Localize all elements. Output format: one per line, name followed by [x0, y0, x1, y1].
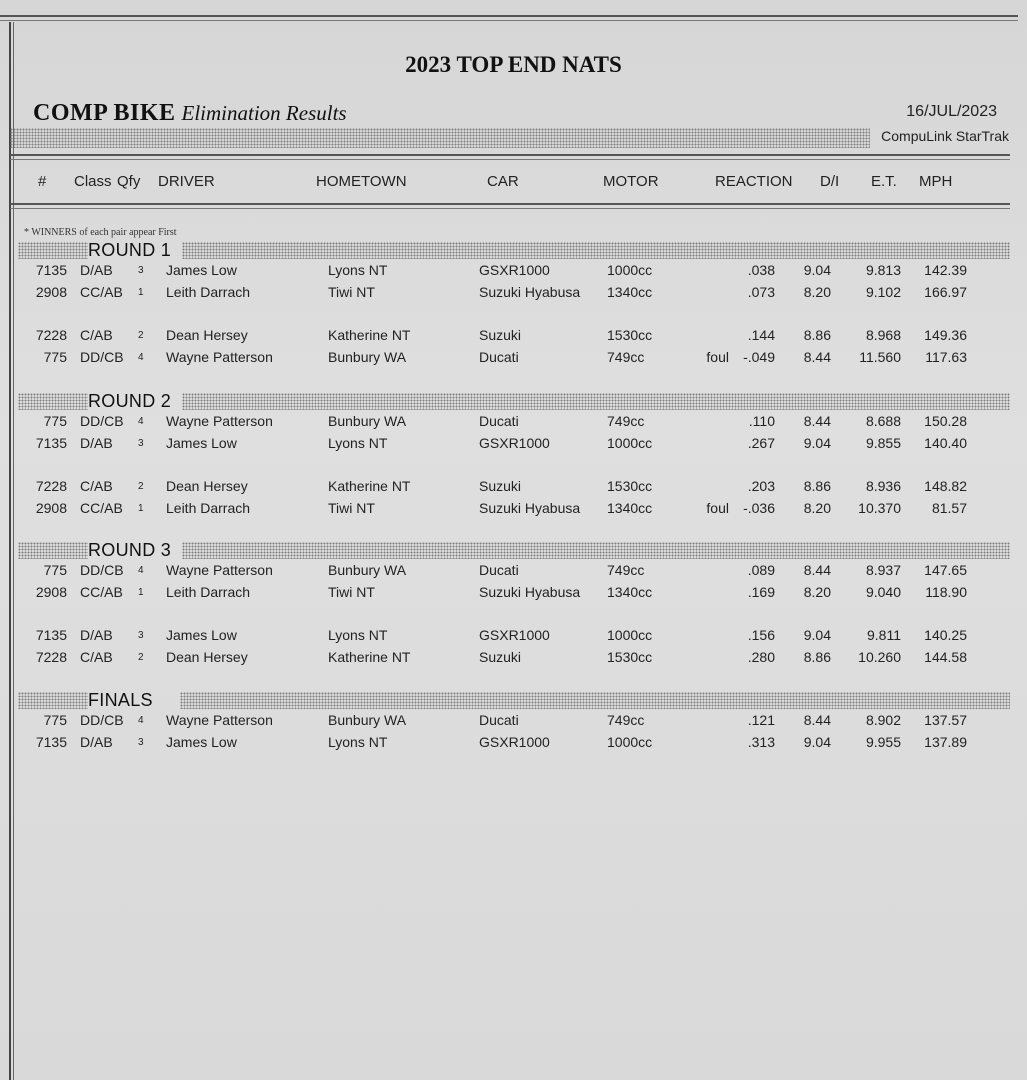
event-date: 16/JUL/2023 — [906, 103, 997, 120]
cell-driver: Wayne Patterson — [166, 712, 273, 728]
round-hatch-right — [182, 393, 1010, 410]
top-rule — [0, 15, 1018, 17]
result-row-winner — [0, 327, 1027, 347]
cell-motor: 749cc — [607, 562, 645, 578]
cell-reaction: .110 — [748, 413, 775, 429]
cell-motor: 1530cc — [607, 327, 653, 343]
cell-di: 8.20 — [803, 500, 831, 516]
cell-car: Ducati — [479, 562, 519, 578]
result-row-winner — [0, 562, 1027, 582]
top-rule-thin — [0, 20, 1018, 21]
cell-motor: 1000cc — [607, 734, 653, 750]
cell-car: Ducati — [479, 712, 519, 728]
cell-et: 8.937 — [865, 562, 901, 578]
cell-foul: foul — [706, 349, 729, 365]
cell-mph: 166.97 — [924, 284, 967, 300]
cell-et: 8.968 — [865, 327, 901, 343]
cell-qfy: 1 — [138, 287, 144, 298]
cell-car: GSXR1000 — [479, 734, 550, 750]
cell-et: 9.855 — [865, 435, 901, 451]
col-qfy: Qfy — [117, 173, 141, 190]
cell-driver: James Low — [166, 435, 237, 451]
cell-hometown: Tiwi NT — [328, 500, 375, 516]
cell-reaction: .267 — [747, 435, 775, 451]
cell-class: D/AB — [80, 627, 113, 643]
columns-rule — [10, 203, 1010, 205]
cell-motor: 1530cc — [607, 649, 653, 665]
round-hatch-left — [18, 393, 88, 410]
cell-class: DD/CB — [80, 349, 124, 365]
cell-hometown: Lyons NT — [328, 435, 388, 451]
timing-brand: CompuLink StarTrak — [881, 128, 1009, 144]
round-hatch-right — [182, 242, 1010, 259]
round-label: ROUND 2 — [88, 391, 172, 411]
cell-reaction: .280 — [747, 649, 775, 665]
meet-title: 2023 TOP END NATS — [405, 52, 622, 77]
cell-di: 8.20 — [803, 584, 831, 600]
event-class: COMP BIKE — [33, 100, 176, 126]
cell-hometown: Bunbury WA — [328, 712, 407, 728]
cell-reaction: .203 — [747, 478, 775, 494]
cell-qfy: 4 — [138, 715, 144, 726]
cell-class: DD/CB — [80, 413, 124, 429]
cell-num: 775 — [43, 712, 67, 728]
cell-reaction: .144 — [747, 327, 775, 343]
cell-class: C/AB — [80, 649, 113, 665]
result-row — [0, 284, 1027, 304]
cell-qfy: 3 — [138, 630, 144, 641]
cell-et: 10.370 — [858, 500, 901, 516]
cell-mph: 140.40 — [924, 435, 967, 451]
col-di: D/I — [820, 173, 840, 190]
cell-motor: 1340cc — [607, 284, 653, 300]
cell-mph: 118.90 — [925, 584, 967, 600]
cell-class: C/AB — [80, 478, 113, 494]
cell-di: 8.86 — [803, 478, 831, 494]
cell-driver: Leith Darrach — [166, 500, 251, 516]
cell-num: 7135 — [35, 627, 67, 643]
cell-car: Suzuki — [479, 478, 522, 494]
cell-di: 8.44 — [803, 349, 831, 365]
cell-car: Suzuki Hyabusa — [479, 584, 581, 600]
cell-mph: 137.57 — [924, 712, 967, 728]
cell-class: CC/AB — [80, 500, 123, 516]
cell-qfy: 2 — [138, 481, 144, 492]
cell-motor: 1340cc — [607, 500, 653, 516]
cell-et: 10.260 — [858, 649, 901, 665]
cell-num: 2908 — [35, 284, 67, 300]
cell-num: 775 — [43, 562, 67, 578]
result-row — [0, 349, 1027, 369]
cell-reaction: .121 — [747, 712, 775, 728]
cell-car: Suzuki — [479, 649, 522, 665]
cell-di: 9.04 — [803, 627, 831, 643]
col-et: E.T. — [871, 173, 897, 190]
cell-et: 9.102 — [865, 284, 901, 300]
cell-motor: 1000cc — [607, 262, 653, 278]
cell-driver: Leith Darrach — [166, 284, 251, 300]
cell-mph: 147.65 — [924, 562, 967, 578]
cell-et: 9.040 — [865, 584, 901, 600]
cell-motor: 1340cc — [607, 584, 653, 600]
header-rule-thin — [10, 159, 1010, 160]
cell-motor: 749cc — [607, 712, 645, 728]
cell-class: DD/CB — [80, 712, 124, 728]
round-header — [10, 540, 1010, 562]
cell-qfy: 4 — [138, 416, 144, 427]
cell-class: C/AB — [80, 327, 113, 343]
result-row-winner — [0, 712, 1027, 732]
cell-qfy: 1 — [138, 587, 144, 598]
cell-di: 8.44 — [803, 413, 831, 429]
cell-mph: 81.57 — [931, 500, 967, 516]
cell-driver: Wayne Patterson — [166, 349, 273, 365]
cell-qfy: 3 — [138, 265, 144, 276]
winners-note: * WINNERS of each pair appear First — [24, 227, 177, 238]
cell-driver: James Low — [166, 262, 237, 278]
result-row — [0, 584, 1027, 604]
cell-num: 7228 — [35, 327, 67, 343]
cell-car: GSXR1000 — [479, 435, 550, 451]
cell-hometown: Tiwi NT — [328, 284, 375, 300]
round-header — [10, 240, 1010, 262]
result-row-winner — [0, 478, 1027, 498]
round-hatch-left — [18, 692, 88, 709]
cell-mph: 137.89 — [924, 734, 967, 750]
cell-driver: Dean Hersey — [166, 649, 248, 665]
result-row — [0, 500, 1027, 520]
col-reaction: REACTION — [715, 173, 793, 190]
cell-car: Suzuki Hyabusa — [479, 500, 581, 516]
cell-car: Ducati — [479, 413, 519, 429]
cell-di: 8.44 — [803, 712, 831, 728]
cell-reaction: -.036 — [743, 500, 775, 516]
cell-motor: 1000cc — [607, 627, 653, 643]
cell-car: GSXR1000 — [479, 627, 550, 643]
round-label: FINALS — [88, 690, 153, 710]
cell-reaction: -.049 — [743, 349, 775, 365]
round-header — [10, 391, 1010, 413]
cell-qfy: 2 — [138, 652, 144, 663]
cell-hometown: Katherine NT — [328, 478, 411, 494]
cell-et: 8.936 — [865, 478, 901, 494]
cell-mph: 149.36 — [924, 327, 967, 343]
cell-num: 775 — [43, 413, 67, 429]
cell-car: Suzuki — [479, 327, 522, 343]
cell-reaction: .313 — [747, 734, 775, 750]
cell-reaction: .089 — [747, 562, 775, 578]
cell-di: 8.20 — [803, 284, 831, 300]
cell-hometown: Bunbury WA — [328, 349, 407, 365]
cell-car: Ducati — [479, 349, 519, 365]
cell-reaction: .073 — [747, 284, 775, 300]
cell-hometown: Bunbury WA — [328, 413, 407, 429]
cell-et: 9.955 — [865, 734, 901, 750]
cell-motor: 1000cc — [607, 435, 653, 451]
cell-qfy: 2 — [138, 330, 144, 341]
cell-hometown: Tiwi NT — [328, 584, 375, 600]
col-num: # — [38, 173, 47, 190]
cell-mph: 148.82 — [924, 478, 967, 494]
event-subtitle: Elimination Results — [181, 101, 347, 125]
col-motor: MOTOR — [603, 173, 659, 190]
cell-num: 7135 — [35, 435, 67, 451]
cell-di: 9.04 — [803, 734, 831, 750]
cell-mph: 144.58 — [924, 649, 967, 665]
round-hatch-left — [18, 242, 88, 259]
round-label: ROUND 3 — [88, 540, 172, 560]
cell-qfy: 3 — [138, 438, 144, 449]
cell-motor: 749cc — [607, 413, 645, 429]
cell-reaction: .169 — [747, 584, 775, 600]
round-hatch-left — [18, 542, 88, 559]
cell-driver: Dean Hersey — [166, 327, 248, 343]
cell-car: GSXR1000 — [479, 262, 550, 278]
col-class: Class — [74, 173, 112, 190]
cell-num: 2908 — [35, 500, 67, 516]
cell-num: 7135 — [35, 262, 67, 278]
cell-et: 8.902 — [865, 712, 901, 728]
cell-di: 8.86 — [803, 327, 831, 343]
cell-driver: Dean Hersey — [166, 478, 248, 494]
result-row — [0, 734, 1027, 754]
col-mph: MPH — [919, 173, 953, 190]
cell-class: D/AB — [80, 734, 113, 750]
cell-foul: foul — [706, 500, 729, 516]
result-row-winner — [0, 413, 1027, 433]
cell-hometown: Katherine NT — [328, 649, 411, 665]
cell-motor: 1530cc — [607, 478, 653, 494]
cell-mph: 150.28 — [924, 413, 967, 429]
cell-reaction: .156 — [747, 627, 775, 643]
cell-mph: 117.63 — [925, 349, 967, 365]
cell-hometown: Bunbury WA — [328, 562, 407, 578]
cell-num: 2908 — [35, 584, 67, 600]
result-row-winner — [0, 262, 1027, 282]
cell-class: D/AB — [80, 435, 113, 451]
cell-car: Suzuki Hyabusa — [479, 284, 581, 300]
cell-driver: James Low — [166, 627, 237, 643]
round-label: ROUND 1 — [88, 240, 172, 260]
cell-mph: 142.39 — [924, 262, 967, 278]
cell-qfy: 4 — [138, 352, 144, 363]
cell-di: 9.04 — [803, 262, 831, 278]
result-row-winner — [0, 627, 1027, 647]
cell-reaction: .038 — [747, 262, 775, 278]
round-header — [10, 690, 1010, 712]
col-car: CAR — [487, 173, 519, 190]
cell-driver: Wayne Patterson — [166, 562, 273, 578]
header-hatch-band — [10, 128, 870, 148]
cell-driver: James Low — [166, 734, 237, 750]
result-row — [0, 649, 1027, 669]
cell-hometown: Lyons NT — [328, 262, 388, 278]
cell-et: 8.688 — [865, 413, 901, 429]
columns-rule-thin — [10, 208, 1010, 209]
cell-hometown: Katherine NT — [328, 327, 411, 343]
cell-et: 9.811 — [867, 627, 901, 643]
round-hatch-right — [180, 692, 1010, 709]
cell-motor: 749cc — [607, 349, 645, 365]
event-heading — [33, 100, 347, 127]
cell-mph: 140.25 — [924, 627, 967, 643]
cell-class: D/AB — [80, 262, 113, 278]
cell-num: 775 — [43, 349, 67, 365]
round-hatch-right — [182, 542, 1010, 559]
cell-class: CC/AB — [80, 584, 123, 600]
col-hometown: HOMETOWN — [316, 173, 407, 190]
cell-qfy: 3 — [138, 737, 144, 748]
cell-di: 8.44 — [803, 562, 831, 578]
cell-num: 7228 — [35, 478, 67, 494]
cell-driver: Leith Darrach — [166, 584, 251, 600]
cell-driver: Wayne Patterson — [166, 413, 273, 429]
cell-qfy: 1 — [138, 503, 144, 514]
cell-num: 7228 — [35, 649, 67, 665]
cell-et: 9.813 — [865, 262, 901, 278]
cell-qfy: 4 — [138, 565, 144, 576]
cell-di: 9.04 — [803, 435, 831, 451]
result-row — [0, 435, 1027, 455]
cell-di: 8.86 — [803, 649, 831, 665]
col-driver: DRIVER — [158, 173, 215, 190]
cell-num: 7135 — [35, 734, 67, 750]
cell-class: CC/AB — [80, 284, 123, 300]
cell-et: 11.560 — [859, 349, 901, 365]
cell-class: DD/CB — [80, 562, 124, 578]
header-rule — [10, 154, 1010, 156]
cell-hometown: Lyons NT — [328, 627, 388, 643]
cell-hometown: Lyons NT — [328, 734, 388, 750]
